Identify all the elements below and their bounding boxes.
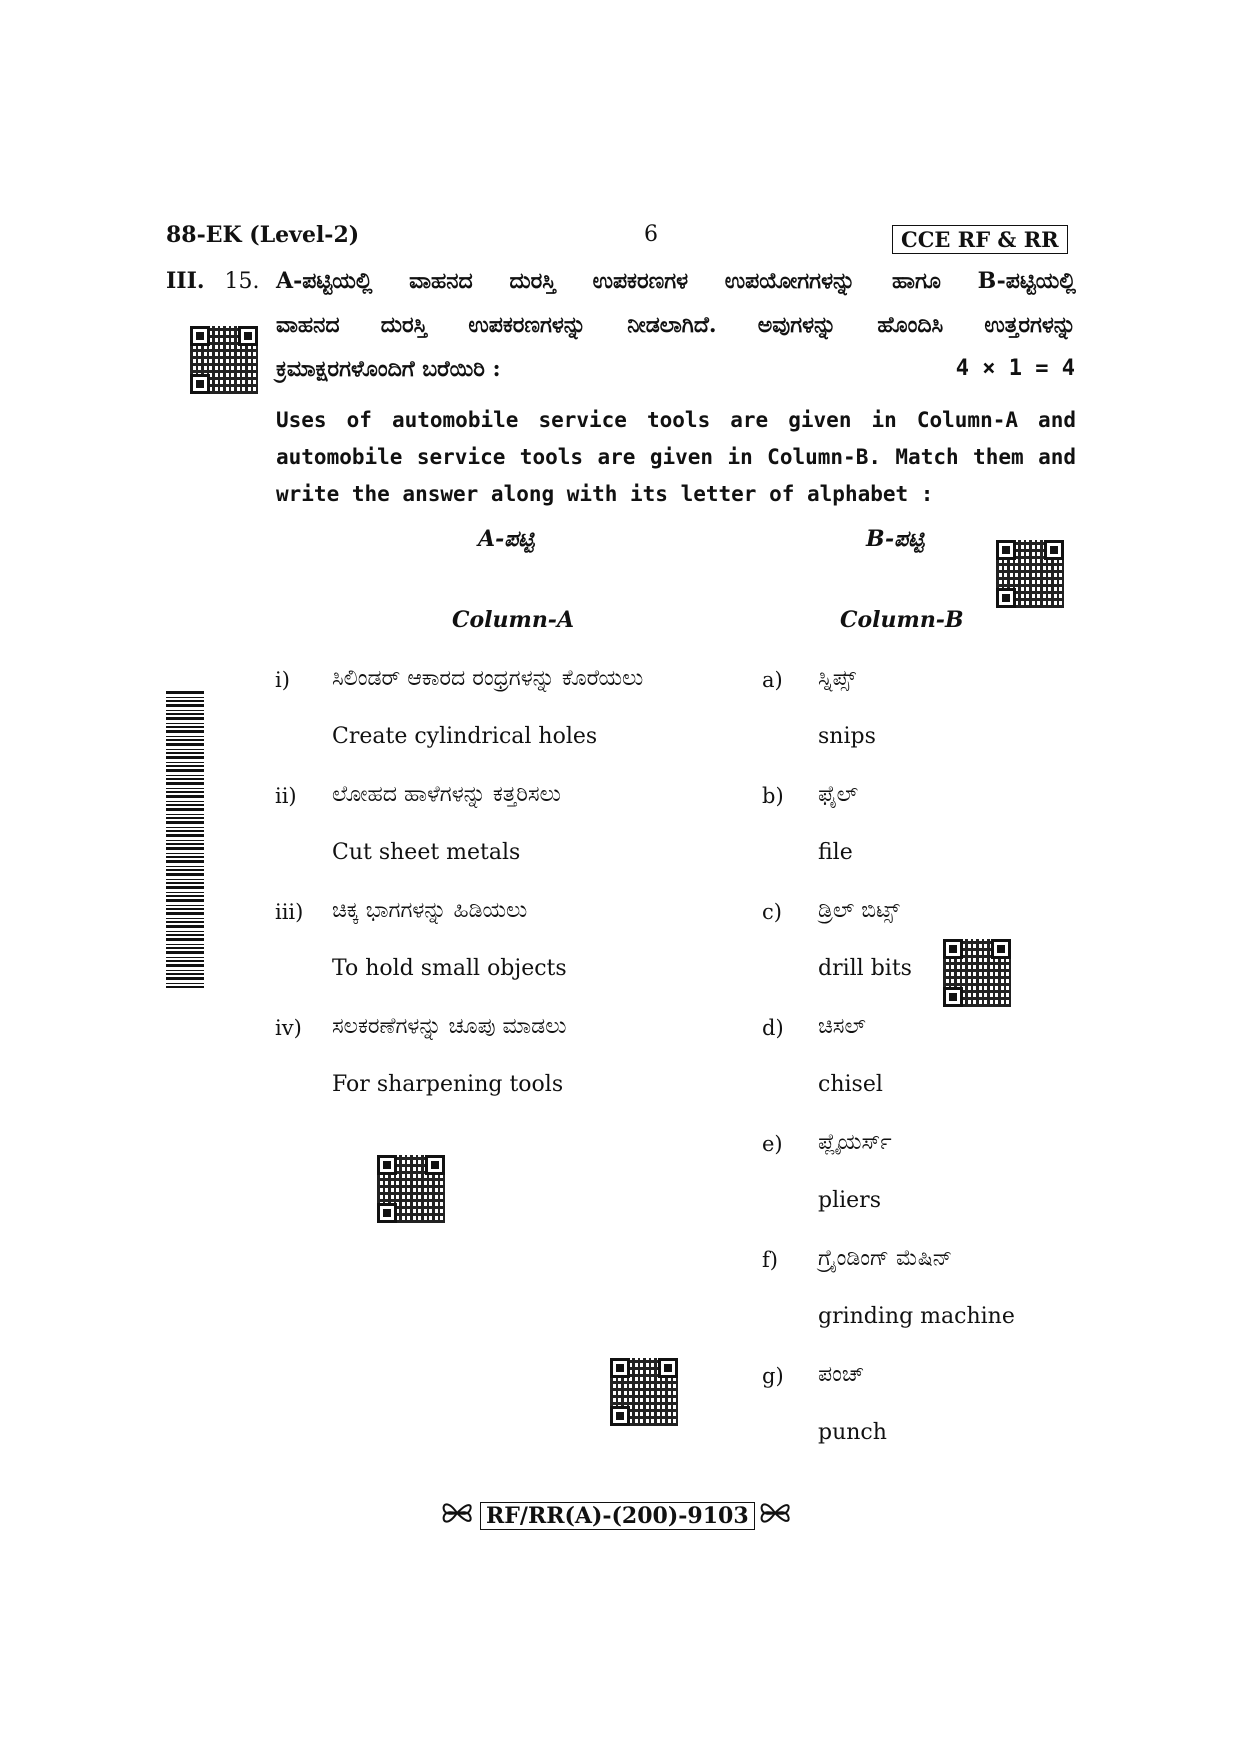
column-b-item-english: drill bits [818,956,912,981]
column-b-item-english: punch [818,1420,887,1445]
column-b-kannada-heading: B-ಪಟ್ಟಿ [866,526,925,552]
column-b-item-english: pliers [818,1188,881,1213]
column-a-item-kannada: ಲೋಹದ ಹಾಳೆಗಳನ್ನು ಕತ್ತರಿಸಲು [332,782,561,807]
column-a-item-kannada: ಸಿಲಿಂಡರ್ ಆಕಾರದ ರಂಧ್ರಗಳನ್ನು ಕೊರೆಯಲು [332,666,644,691]
column-a-label: ii) [275,784,297,808]
column-b-item-kannada: ಗ್ರೈಂಡಿಂಗ್ ಮೆಷಿನ್ [818,1246,953,1271]
exam-code: 88-EK (Level-2) [166,222,360,248]
marks-allocation: 4 × 1 = 4 [955,356,1075,381]
column-b-item-english: grinding machine [818,1304,1015,1329]
column-b-item-kannada: ಫೈಲ್ [818,782,859,807]
column-a-item-kannada: ಸಲಕರಣೆಗಳನ್ನು ಚೂಪು ಮಾಡಲು [332,1014,567,1039]
column-b-label: f) [762,1248,778,1272]
column-b-item-kannada: ಪ್ಲೈಯರ್ಸ್ [818,1130,892,1155]
column-a-label: iv) [275,1016,302,1040]
column-a-item-english: To hold small objects [332,956,567,981]
qr-code-icon [996,540,1064,608]
qr-code-icon [943,939,1011,1007]
english-instruction-line-3: write the answer along with its letter of alphabet : [276,482,934,506]
column-a-heading: Column-A [452,607,575,633]
qr-code-icon [377,1155,445,1223]
column-b-label: c) [762,900,782,924]
column-a-label: i) [275,668,290,692]
column-b-label: b) [762,784,784,808]
column-a-label: iii) [275,900,304,924]
footer-code: RF/RR(A)-(200)-9103 [480,1502,755,1530]
ornament-icon [440,1496,474,1538]
column-a-kannada-heading: A-ಪಟ್ಟಿ [478,526,535,552]
column-b-item-kannada: ಡ್ರಿಲ್ ಬಿಟ್ಸ್ [818,898,900,923]
section-label: III. [166,268,205,294]
column-b-label: e) [762,1132,783,1156]
column-b-item-kannada: ಪಂಚ್ [818,1362,865,1387]
column-b-label: g) [762,1364,784,1388]
column-b-label: a) [762,668,783,692]
english-instruction-line-1: Uses of automobile service tools are given in Column-A and [276,408,1076,432]
column-a-item-english: Create cylindrical holes [332,724,598,749]
column-b-heading: Column-B [840,607,964,633]
qr-code-icon [190,326,258,394]
barcode-icon [166,690,204,988]
qr-code-icon [610,1358,678,1426]
kannada-instruction-line-1: A-ಪಟ್ಟಿಯಲ್ಲಿ ವಾಹನದ ದುರಸ್ತಿ ಉಪಕರಣಗಳ ಉಪಯೋಗಗಳನ್ನು ಹಾಗೂ B-ಪಟ್ಟಿಯಲ್ಲಿ [276,268,1076,294]
column-b-item-kannada: ಚಿಸಲ್ [818,1014,866,1039]
page-number: 6 [644,222,658,247]
kannada-instruction-line-3: ಕ್ರಮಾಕ್ಷರಗಳೊಂದಿಗೆ ಬರೆಯಿರಿ : [276,356,501,382]
column-b-item-english: snips [818,724,876,749]
column-b-item-english: file [818,840,853,865]
kannada-instruction-line-2: ವಾಹನದ ದುರಸ್ತಿ ಉಪಕರಣಗಳನ್ನು ನೀಡಲಾಗಿದೆ. ಅವುಗಳನ್ನು ಹೊಂದಿಸಿ ಉತ್ತರಗಳನ್ನು [276,312,1076,338]
series-badge: CCE RF & RR [892,225,1068,254]
column-b-item-kannada: ಸ್ನಿಪ್ಸ್ [818,666,856,691]
column-b-item-english: chisel [818,1072,883,1097]
column-b-label: d) [762,1016,784,1040]
column-a-item-english: Cut sheet metals [332,840,521,865]
column-a-item-kannada: ಚಿಕ್ಕ ಭಾಗಗಳನ್ನು ಹಿಡಿಯಲು [332,898,528,923]
question-index: 15. [224,269,260,294]
question-number [166,268,260,294]
column-a-item-english: For sharpening tools [332,1072,564,1097]
ornament-icon [758,1496,792,1538]
english-instruction-line-2: automobile service tools are given in Column-B. Match them and [276,445,1076,469]
